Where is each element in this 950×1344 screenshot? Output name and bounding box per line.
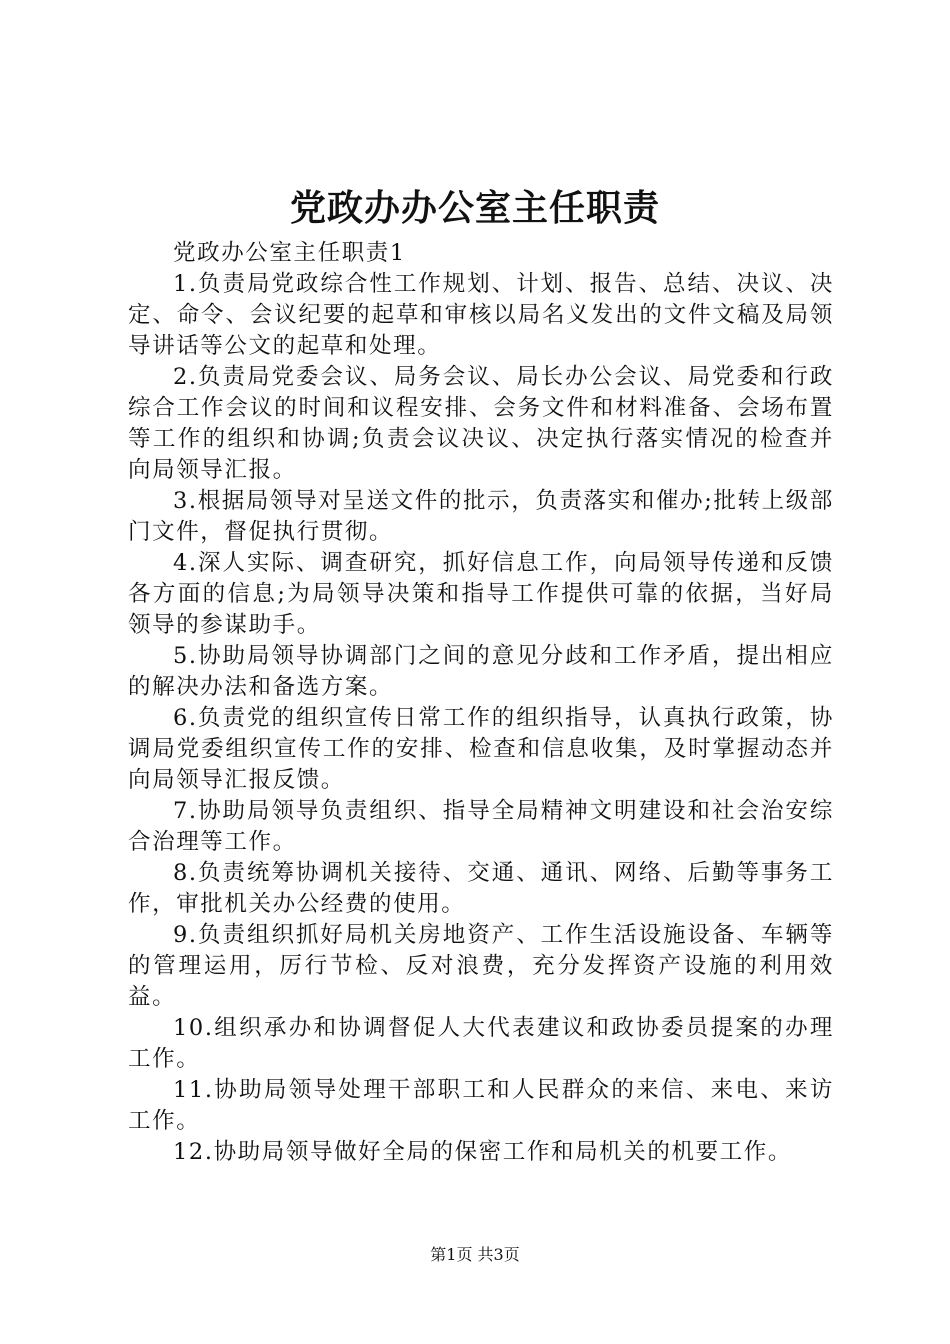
- paragraph-1: 1.负责局党政综合性工作规划、计划、报告、总结、决议、决定、命令、会议纪要的起草和审核以局名义发出的文件文稿及局领导讲话等公文的起草和处理。: [128, 271, 834, 359]
- paragraph-9: 9.负责组织抓好局机关房地资产、工作生活设施设备、车辆等的管理运用，厉行节检、反对浪费，充分发挥资产设施的利用效益。: [128, 922, 834, 1010]
- paragraph-10: 10.组织承办和协调督促人大代表建议和政协委员提案的办理工作。: [128, 1015, 834, 1072]
- paragraph-7: 7.协助局领导负责组织、指导全局精神文明建设和社会治安综合治理等工作。: [128, 798, 834, 855]
- document-title: 党政办办公室主任职责: [289, 187, 660, 229]
- paragraph-4: 4.深人实际、调查研究，抓好信息工作，向局领导传递和反馈各方面的信息;为局领导决策和指导工作提供可靠的依据，当好局领导的参谋助手。: [128, 550, 834, 638]
- paragraph-2: 2.负责局党委会议、局务会议、局长办公会议、局党委和行政综合工作会议的时间和议程安排、会务文件和材料准备、会场布置等工作的组织和协调;负责会议决议、决定执行落实情况的检查并向局领导汇报。: [128, 364, 834, 483]
- document-body: [128, 238, 834, 1168]
- paragraph-11: 11.协助局领导处理干部职工和人民群众的来信、来电、来访工作。: [128, 1077, 834, 1134]
- paragraph-6: 6.负责党的组织宣传日常工作的组织指导，认真执行政策，协调局党委组织宣传工作的安排、检查和信息收集，及时掌握动态并向局领导汇报反馈。: [128, 705, 834, 793]
- paragraph-8: 8.负责统筹协调机关接待、交通、通讯、网络、后勤等事务工作，审批机关办公经费的使用。: [128, 860, 834, 917]
- section-heading: 党政办公室主任职责1: [173, 240, 406, 266]
- paragraph-3: 3.根据局领导对呈送文件的批示，负责落实和催办;批转上级部门文件，督促执行贯彻。: [128, 488, 834, 545]
- paragraph-12: 12.协助局领导做好全局的保密工作和局机关的机要工作。: [173, 1139, 792, 1165]
- page-footer: 第1页 共3页: [430, 1245, 520, 1264]
- paragraph-5: 5.协助局领导协调部门之间的意见分歧和工作矛盾，提出相应的解决办法和备选方案。: [128, 643, 834, 700]
